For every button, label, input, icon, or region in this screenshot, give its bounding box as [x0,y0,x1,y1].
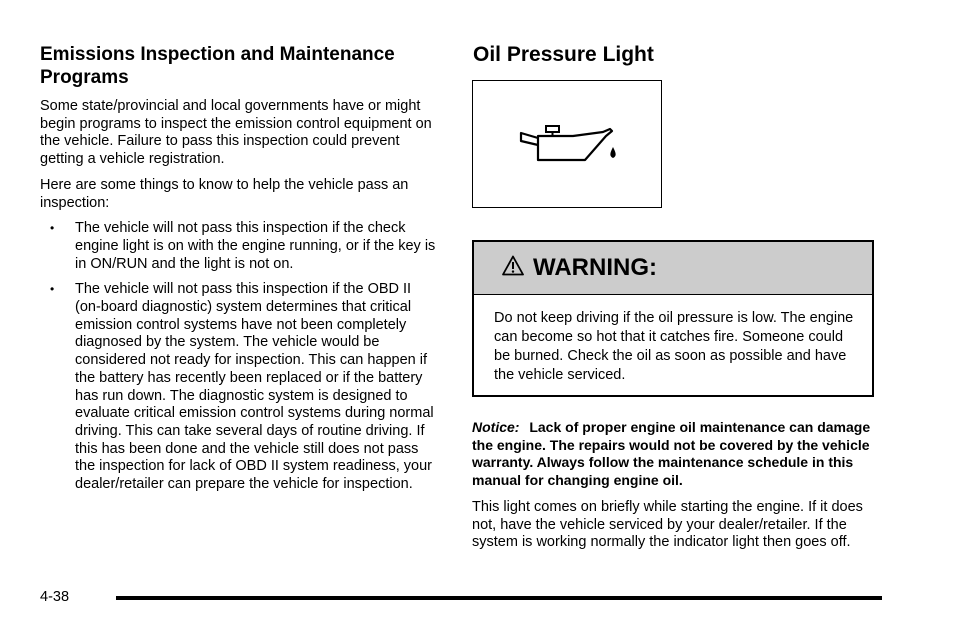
bullet-icon: • [50,221,55,236]
list-item [40,220,440,273]
oil-pressure-symbol-box [472,80,662,208]
warning-box [472,240,874,397]
intro-paragraph: Some state/provincial and local governments have or might begin programs to inspect the emission control equipment on the vehicle. Failure to pass this inspection could prevent getting a vehicle registration. [40,98,432,168]
bullet-icon: • [50,282,55,297]
notice-paragraph [472,419,874,490]
inspection-bullet-list [40,220,440,494]
bullet-text: The vehicle will not pass this inspection if the OBD II (on-board diagnostic) system determines that critical emission control systems have not been completely diagnosed by the system. The vehicle would be considered not ready for inspection. This can happen if the battery has recently been replaced or if the battery has run down. The diagnostic system is designed to evaluate critical emission control systems during normal driving. This can take several days of routine driving. If this has been done and the vehicle still does not pass the inspection for lack of OBD II system readiness, your dealer/retailer can prepare the vehicle for inspection. [75,281,434,493]
warning-title: WARNING: [533,254,657,281]
list-item [40,281,440,493]
warning-body [474,295,872,395]
page-number: 4-38 [40,589,70,605]
notice-label: Notice: [472,419,520,435]
notice-text: Lack of proper engine oil maintenance can damage the engine. The repairs would not be covered by the vehicle warranty. Always follow the maintenance schedule in this manual for changing engine oil. [472,419,871,489]
oil-pressure-heading: Oil Pressure Light [473,43,654,66]
warning-triangle-icon [502,255,524,281]
warning-header [474,242,872,295]
right-column [472,43,874,560]
emissions-heading: Emissions Inspection and Maintenance Programs [40,44,395,88]
pass-inspection-paragraph: Here are some things to know to help the vehicle pass an inspection: [40,176,409,211]
footer-divider [116,596,882,600]
light-behavior-paragraph: This light comes on briefly while starting the engine. If it does not, have the vehicle serviced by your dealer/retailer. If the system is working normally the indicator light then goes off. [472,498,863,551]
bullet-text: The vehicle will not pass this inspection if the check engine light is on with the engine running, or if the key is in ON/RUN and the light is not on. [75,220,436,272]
left-column [40,43,440,502]
oil-can-icon [517,125,621,165]
warning-text: Do not keep driving if the oil pressure is low. The engine can become so hot that it catches fire. Someone could be burned. Check the oil as soon as possible and have the vehicle serviced. [494,310,854,383]
